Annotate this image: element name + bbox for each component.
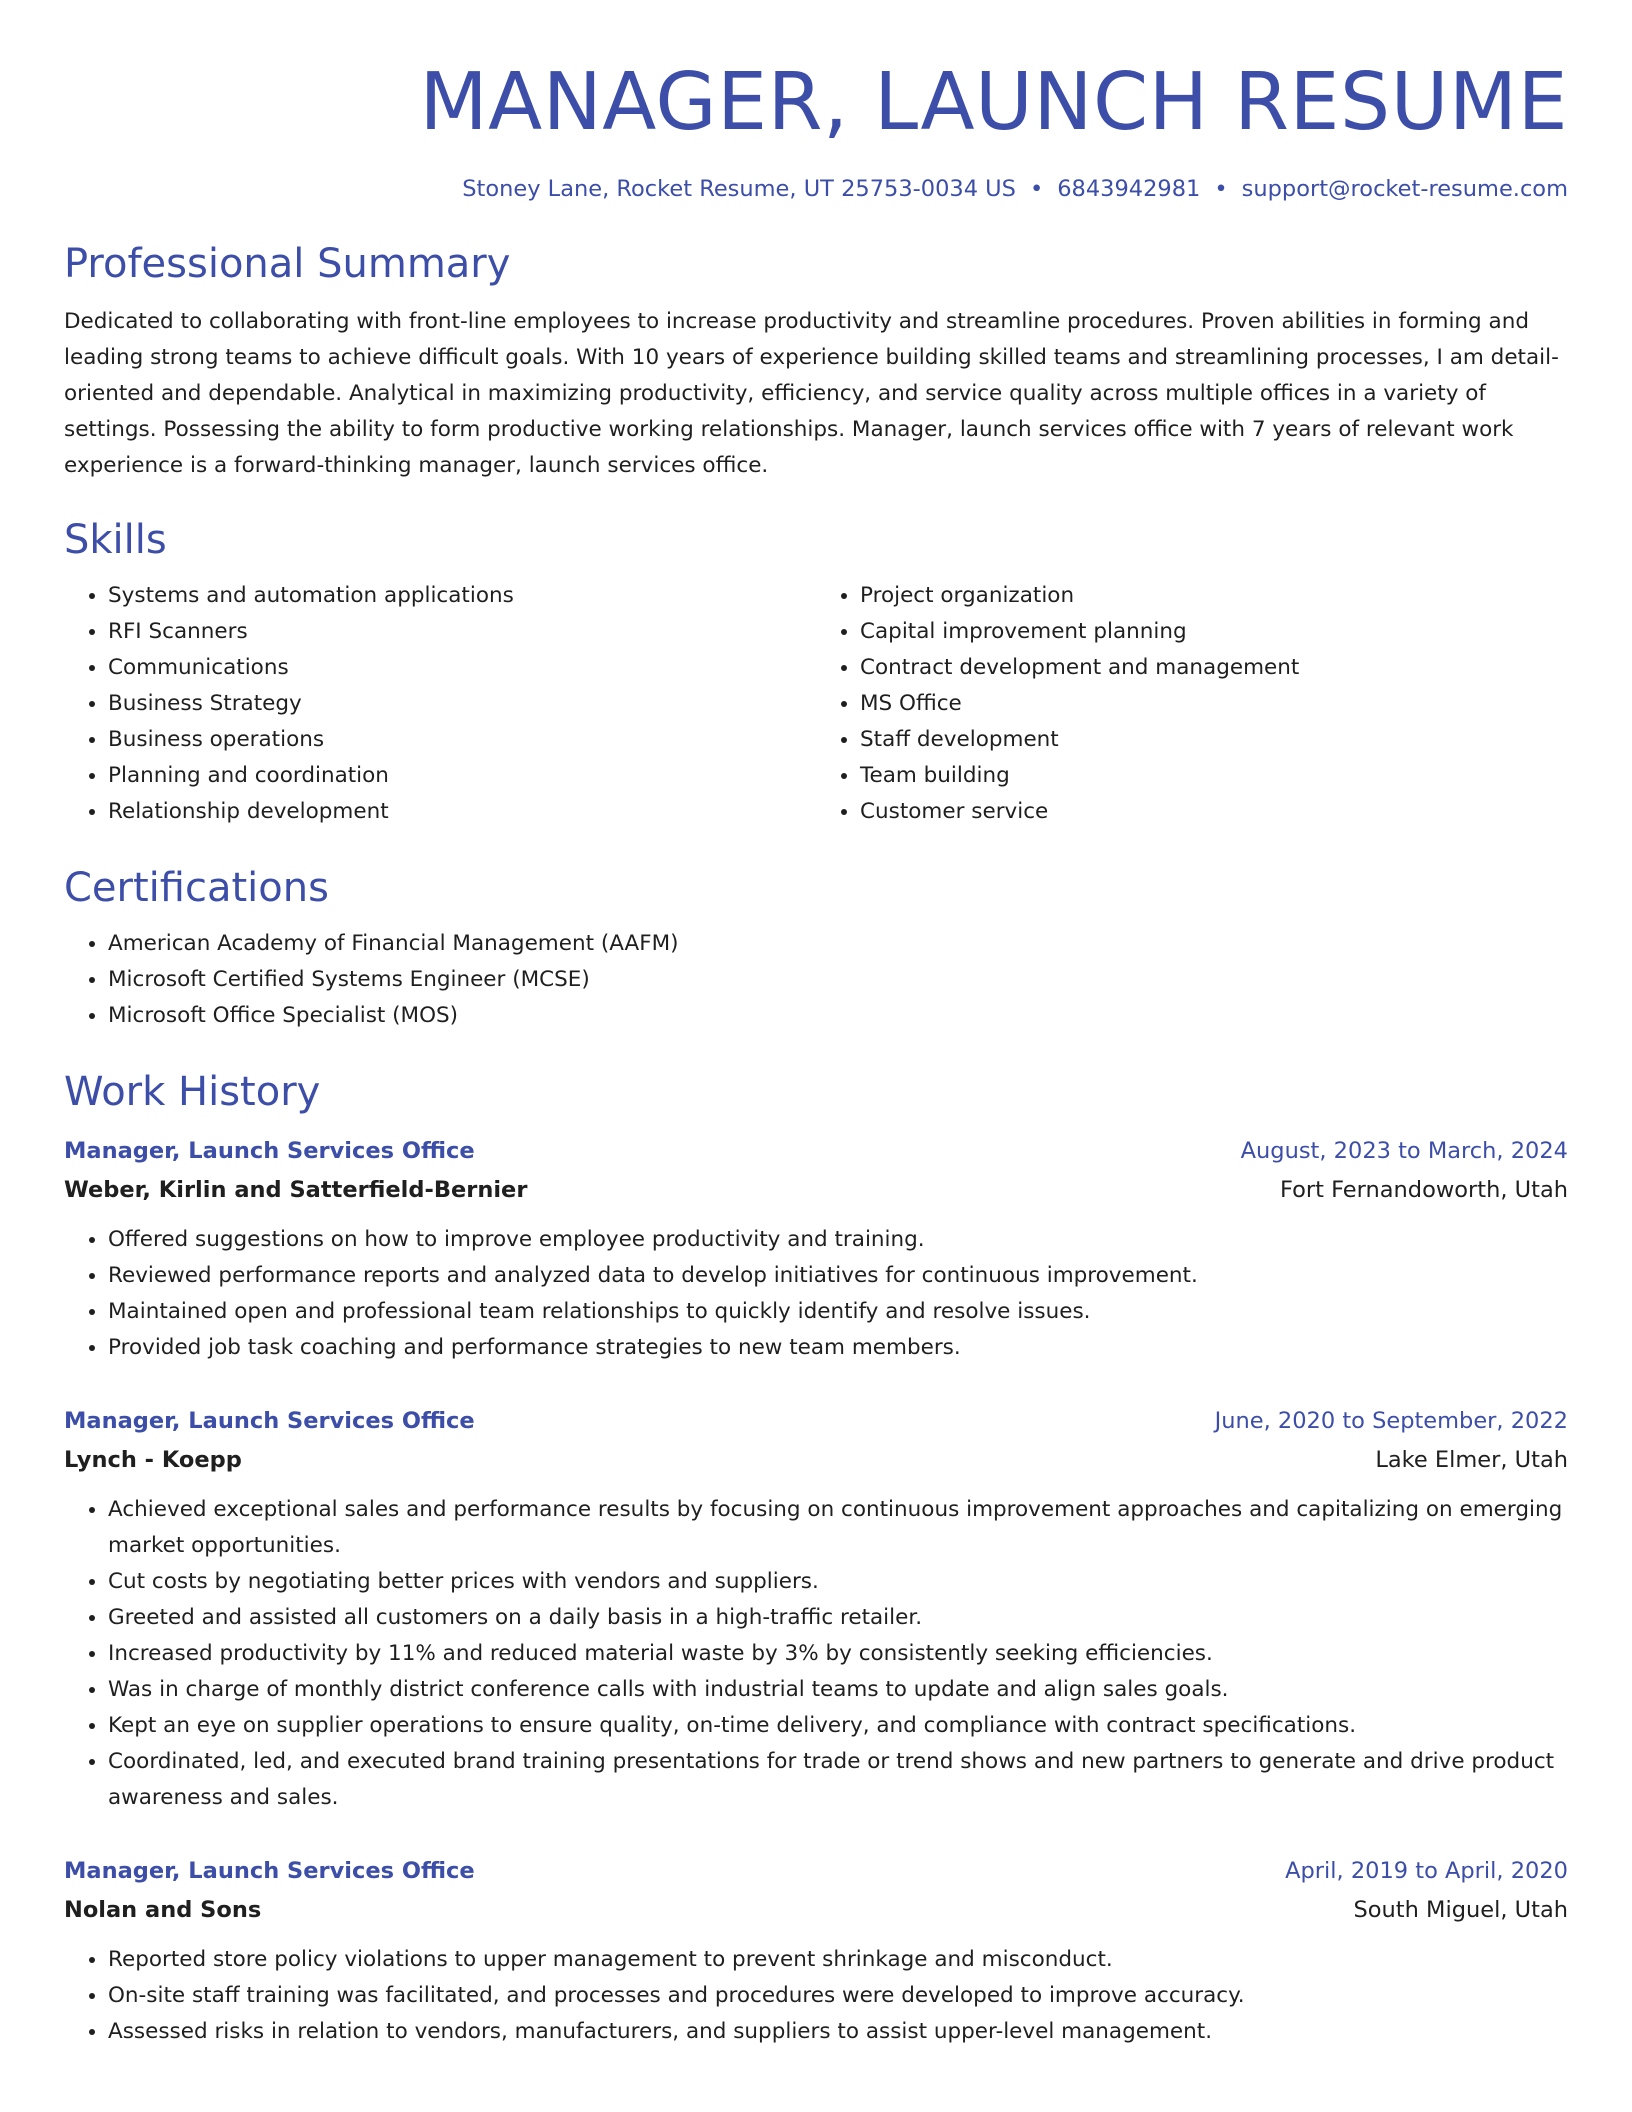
contact-phone: 6843942981 <box>1057 176 1201 202</box>
job-bullets <box>64 1942 1568 2050</box>
resume-name: MANAGER, LAUNCH RESUME <box>419 56 1568 148</box>
skill-item: • Project organization <box>860 578 1568 614</box>
job-location: South Miguel, Utah <box>1353 1897 1568 1923</box>
job-title: Manager, Launch Services Office <box>64 1408 475 1434</box>
skills-list-left <box>64 578 816 830</box>
job-bullets <box>64 1492 1568 1816</box>
skills-columns <box>64 578 1568 830</box>
job-bullet: • Coordinated, led, and executed brand training presentations for trade or trend shows and new partners to generate and drive product awareness and sales. <box>108 1744 1568 1816</box>
certification-item: • Microsoft Certified Systems Engineer (MCSE) <box>108 962 1568 998</box>
job-bullet: • Reported store policy violations to upper management to prevent shrinkage and misconduct. <box>108 1942 1568 1978</box>
job-company: Lynch - Koepp <box>64 1447 242 1473</box>
job-title: Manager, Launch Services Office <box>64 1858 475 1884</box>
skill-item: • Staff development <box>860 722 1568 758</box>
job-bullet: • Reviewed performance reports and analyzed data to develop initiatives for continuous improvement. <box>108 1258 1568 1294</box>
skill-item: • Relationship development <box>108 794 816 830</box>
skill-item: • RFI Scanners <box>108 614 816 650</box>
skill-item: • Contract development and management <box>860 650 1568 686</box>
contact-email: support@rocket-resume.com <box>1241 176 1568 202</box>
skill-item: • Communications <box>108 650 816 686</box>
certifications-list <box>64 926 1568 1034</box>
job-dates: June, 2020 to September, 2022 <box>1214 1408 1568 1434</box>
job-bullet: • Maintained open and professional team relationships to quickly identify and resolve issues. <box>108 1294 1568 1330</box>
job-dates: April, 2019 to April, 2020 <box>1285 1858 1568 1884</box>
certifications-heading: Certifications <box>64 865 329 911</box>
summary-text: Dedicated to collaborating with front-line employees to increase productivity and streamline procedures. Proven abilities in forming and leading strong teams to achieve difficult goals. With 10 years of experience building skilled teams and streamlining processes, I am detail-oriented and dependable. Analytical in maximizing productivity, efficiency, and service quality across multiple offices in a variety of settings. Possessing the ability to form productive working relationships. Manager, launch services office with 7 years of relevant work experience is a forward-thinking manager, launch services office. <box>64 309 1559 478</box>
skill-item: • Systems and automation applications <box>108 578 816 614</box>
certification-item: • Microsoft Office Specialist (MOS) <box>108 998 1568 1034</box>
job-title-row <box>64 1132 1568 1170</box>
contact-separator: • <box>1214 176 1228 202</box>
job-bullet: • Offered suggestions on how to improve employee productivity and training. <box>108 1222 1568 1258</box>
skills-list-right <box>816 578 1568 830</box>
job-company-row <box>64 1440 1568 1480</box>
job-bullet: • Achieved exceptional sales and performance results by focusing on continuous improvement approaches and capitalizing on emerging market opportunities. <box>108 1492 1568 1564</box>
contact-line <box>64 172 1568 206</box>
job-entry <box>64 1402 1568 1816</box>
skill-item: • Customer service <box>860 794 1568 830</box>
job-bullet: • Kept an eye on supplier operations to ensure quality, on-time delivery, and compliance with contract specifications. <box>108 1708 1568 1744</box>
skill-item: • Planning and coordination <box>108 758 816 794</box>
job-location: Lake Elmer, Utah <box>1375 1447 1568 1473</box>
job-company-row <box>64 1170 1568 1210</box>
skill-item: • Business operations <box>108 722 816 758</box>
job-entry <box>64 1132 1568 1366</box>
job-dates: August, 2023 to March, 2024 <box>1240 1138 1568 1164</box>
job-bullet: • On-site staff training was facilitated, and processes and procedures were developed to improve accuracy. <box>108 1978 1568 2014</box>
job-bullet: • Increased productivity by 11% and reduced material waste by 3% by consistently seeking efficiencies. <box>108 1636 1568 1672</box>
certification-item: • American Academy of Financial Management (AAFM) <box>108 926 1568 962</box>
job-bullet: • Assessed risks in relation to vendors, manufacturers, and suppliers to assist upper-level management. <box>108 2014 1568 2050</box>
contact-separator: • <box>1029 176 1044 202</box>
job-bullets <box>64 1222 1568 1366</box>
job-bullet: • Greeted and assisted all customers on a daily basis in a high-traffic retailer. <box>108 1600 1568 1636</box>
job-company-row <box>64 1890 1568 1930</box>
skill-item: • Business Strategy <box>108 686 816 722</box>
job-location: Fort Fernandoworth, Utah <box>1279 1177 1568 1203</box>
contact-address: Stoney Lane, Rocket Resume, UT 25753-0034 US <box>462 176 1016 202</box>
job-entry <box>64 1852 1568 2050</box>
skills-heading: Skills <box>64 517 167 563</box>
summary-heading: Professional Summary <box>64 241 511 287</box>
skill-item: • Capital improvement planning <box>860 614 1568 650</box>
skill-item: • Team building <box>860 758 1568 794</box>
job-company: Nolan and Sons <box>64 1897 262 1923</box>
job-bullet: • Provided job task coaching and performance strategies to new team members. <box>108 1330 1568 1366</box>
job-bullet: • Was in charge of monthly district conference calls with industrial teams to update and align sales goals. <box>108 1672 1568 1708</box>
job-title-row <box>64 1402 1568 1440</box>
job-company: Weber, Kirlin and Satterfield-Bernier <box>64 1177 528 1203</box>
skill-item: • MS Office <box>860 686 1568 722</box>
job-title-row <box>64 1852 1568 1890</box>
job-bullet: • Cut costs by negotiating better prices with vendors and suppliers. <box>108 1564 1568 1600</box>
work-history-heading: Work History <box>64 1069 321 1115</box>
resume-header <box>64 0 1568 206</box>
job-title: Manager, Launch Services Office <box>64 1138 475 1164</box>
